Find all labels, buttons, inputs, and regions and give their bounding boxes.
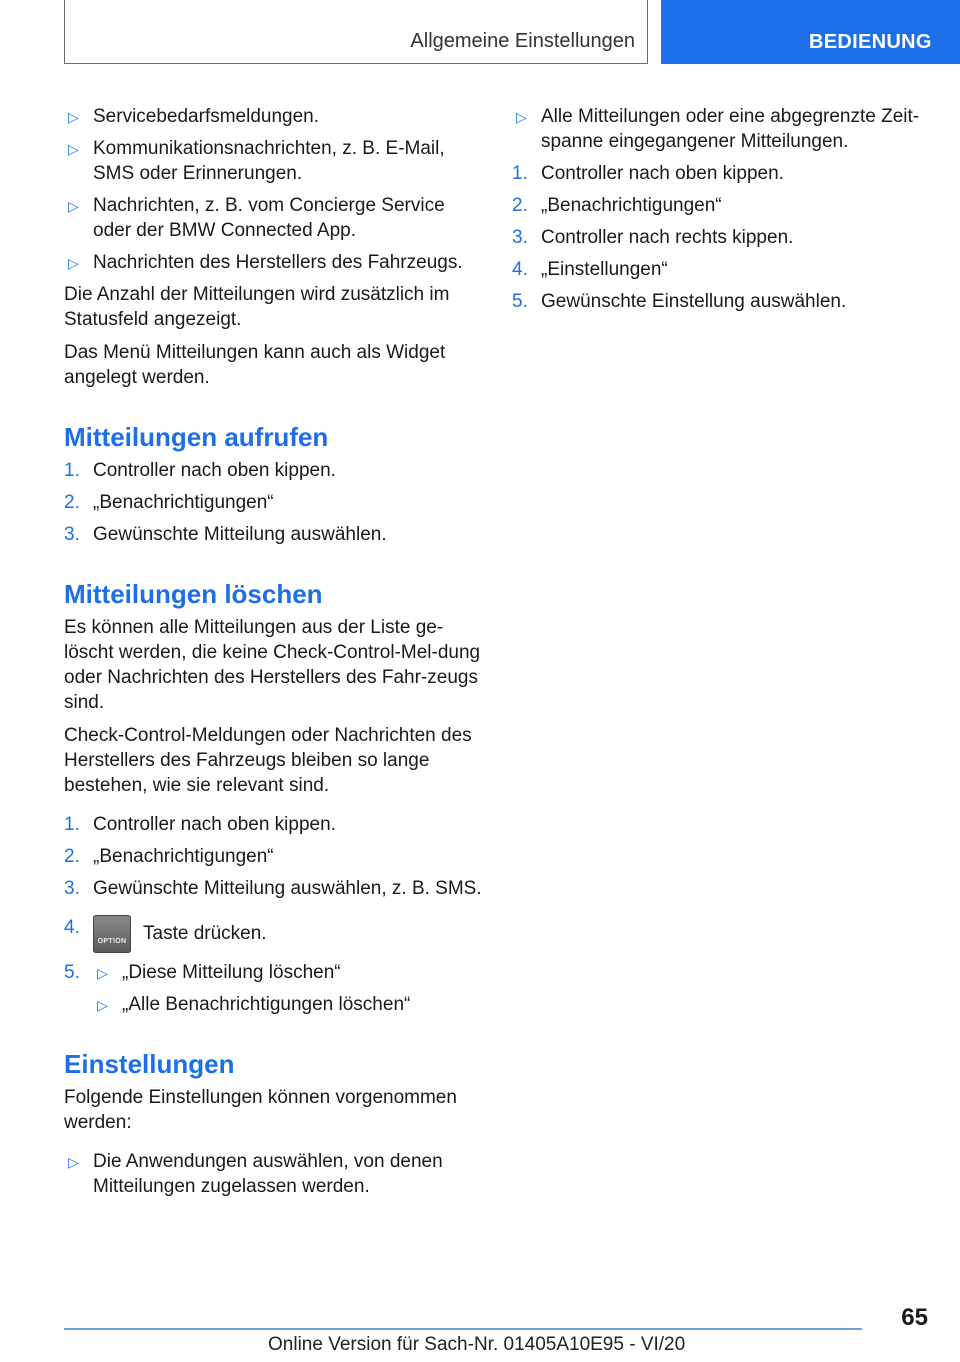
right-column <box>512 104 932 321</box>
paragraph: Es können alle Mitteilungen aus der Liste ge-löscht werden, die keine Check-Control-Mel-dung oder Nachrichten des Herstellers des Fahr-zeugs sind. <box>64 617 481 713</box>
step-item: 2. „Benachrichtigungen“ <box>512 195 722 216</box>
heading-mitteilungen-loeschen: Mitteilungen löschen <box>64 579 323 609</box>
step-number: 3. <box>64 524 80 545</box>
paragraph: Folgende Einstellungen können vorgenommen werden: <box>64 1087 457 1133</box>
step-item: 5. Gewünschte Einstellung auswählen. <box>512 291 847 312</box>
step-item <box>64 960 482 1017</box>
step-number: 4. <box>512 259 528 280</box>
step-item: 1. Controller nach oben kippen. <box>64 814 336 835</box>
footer-divider <box>64 1328 862 1330</box>
section-label: BEDIENUNG <box>809 31 932 53</box>
list-item: ▷ Die Anwendungen auswählen, von denen Mitteilungen zugelassen werden. <box>68 1151 443 1197</box>
triangle-bullet-icon: ▷ <box>97 997 108 1013</box>
step-number: 3. <box>64 878 80 899</box>
triangle-bullet-icon: ▷ <box>68 109 79 125</box>
triangle-bullet-icon: ▷ <box>516 109 527 125</box>
triangle-bullet-icon: ▷ <box>68 1154 79 1170</box>
list-item: ▷ Nachrichten, z. B. vom Concierge Service oder der BMW Connected App. <box>68 195 445 241</box>
step-number: 1. <box>64 814 80 835</box>
step-item: 2. „Benachrichtigungen“ <box>64 846 274 867</box>
page-number: 65 <box>901 1304 928 1331</box>
step-number: 5. <box>64 962 80 983</box>
paragraph: Das Menü Mitteilungen kann auch als Widget angelegt werden. <box>64 342 446 388</box>
step-number: 2. <box>64 492 80 513</box>
step-number: 2. <box>64 846 80 867</box>
step-number: 1. <box>64 460 80 481</box>
heading-mitteilungen-aufrufen: Mitteilungen aufrufen <box>64 422 329 452</box>
paragraph: Check-Control-Meldungen oder Nachrichten des Herstellers des Fahrzeugs bleiben so lange bestehen, wie sie relevant sind. <box>64 725 472 796</box>
step-number: 3. <box>512 227 528 248</box>
step-number: 4. <box>64 917 80 938</box>
step-item: 3. Gewünschte Mitteilung auswählen, z. B. SMS. <box>64 878 482 899</box>
step-item: 4. „Einstellungen“ <box>512 259 668 280</box>
list-item: ▷ „Alle Benachrichtigungen löschen“ <box>93 992 482 1017</box>
step-item: 4. OPTION Taste drücken. <box>64 915 482 953</box>
list-item: ▷ Alle Mitteilungen oder eine abgegrenzte Zeit-spanne eingegangener Mitteilungen. <box>516 106 920 152</box>
step-number: 2. <box>512 195 528 216</box>
list-item: ▷ Nachrichten des Herstellers des Fahrzeugs. <box>64 250 482 275</box>
list-item: ▷ Servicebedarfsmeldungen. <box>64 104 482 129</box>
left-column <box>64 104 482 1206</box>
header-chapter-box <box>64 0 648 64</box>
chapter-title: Allgemeine Einstellungen <box>410 30 635 52</box>
step-item: 2. „Benachrichtigungen“ <box>64 492 274 513</box>
step-item: 3. Controller nach rechts kippen. <box>512 227 794 248</box>
triangle-bullet-icon: ▷ <box>97 965 108 981</box>
paragraph: Die Anzahl der Mitteilungen wird zusätzlich im Statusfeld angezeigt. <box>64 284 450 330</box>
step-number: 5. <box>512 291 528 312</box>
footer-online-version: Online Version für Sach-Nr. 01405A10E95 - VI/20 <box>268 1334 686 1355</box>
step-item: 1. Controller nach oben kippen. <box>512 163 784 184</box>
triangle-bullet-icon: ▷ <box>68 255 79 271</box>
step-number: 1. <box>512 163 528 184</box>
header-section-tab <box>661 0 960 64</box>
option-key-icon: OPTION <box>93 915 131 953</box>
step-item: 3. Gewünschte Mitteilung auswählen. <box>64 524 387 545</box>
triangle-bullet-icon: ▷ <box>68 141 79 157</box>
list-item: ▷ Kommunikationsnachrichten, z. B. E-Mail, SMS oder Erinnerungen. <box>68 138 445 184</box>
triangle-bullet-icon: ▷ <box>68 198 79 214</box>
step-item: 1. Controller nach oben kippen. <box>64 460 336 481</box>
heading-einstellungen: Einstellungen <box>64 1049 235 1079</box>
list-item: ▷ „Diese Mitteilung löschen“ <box>93 960 482 985</box>
